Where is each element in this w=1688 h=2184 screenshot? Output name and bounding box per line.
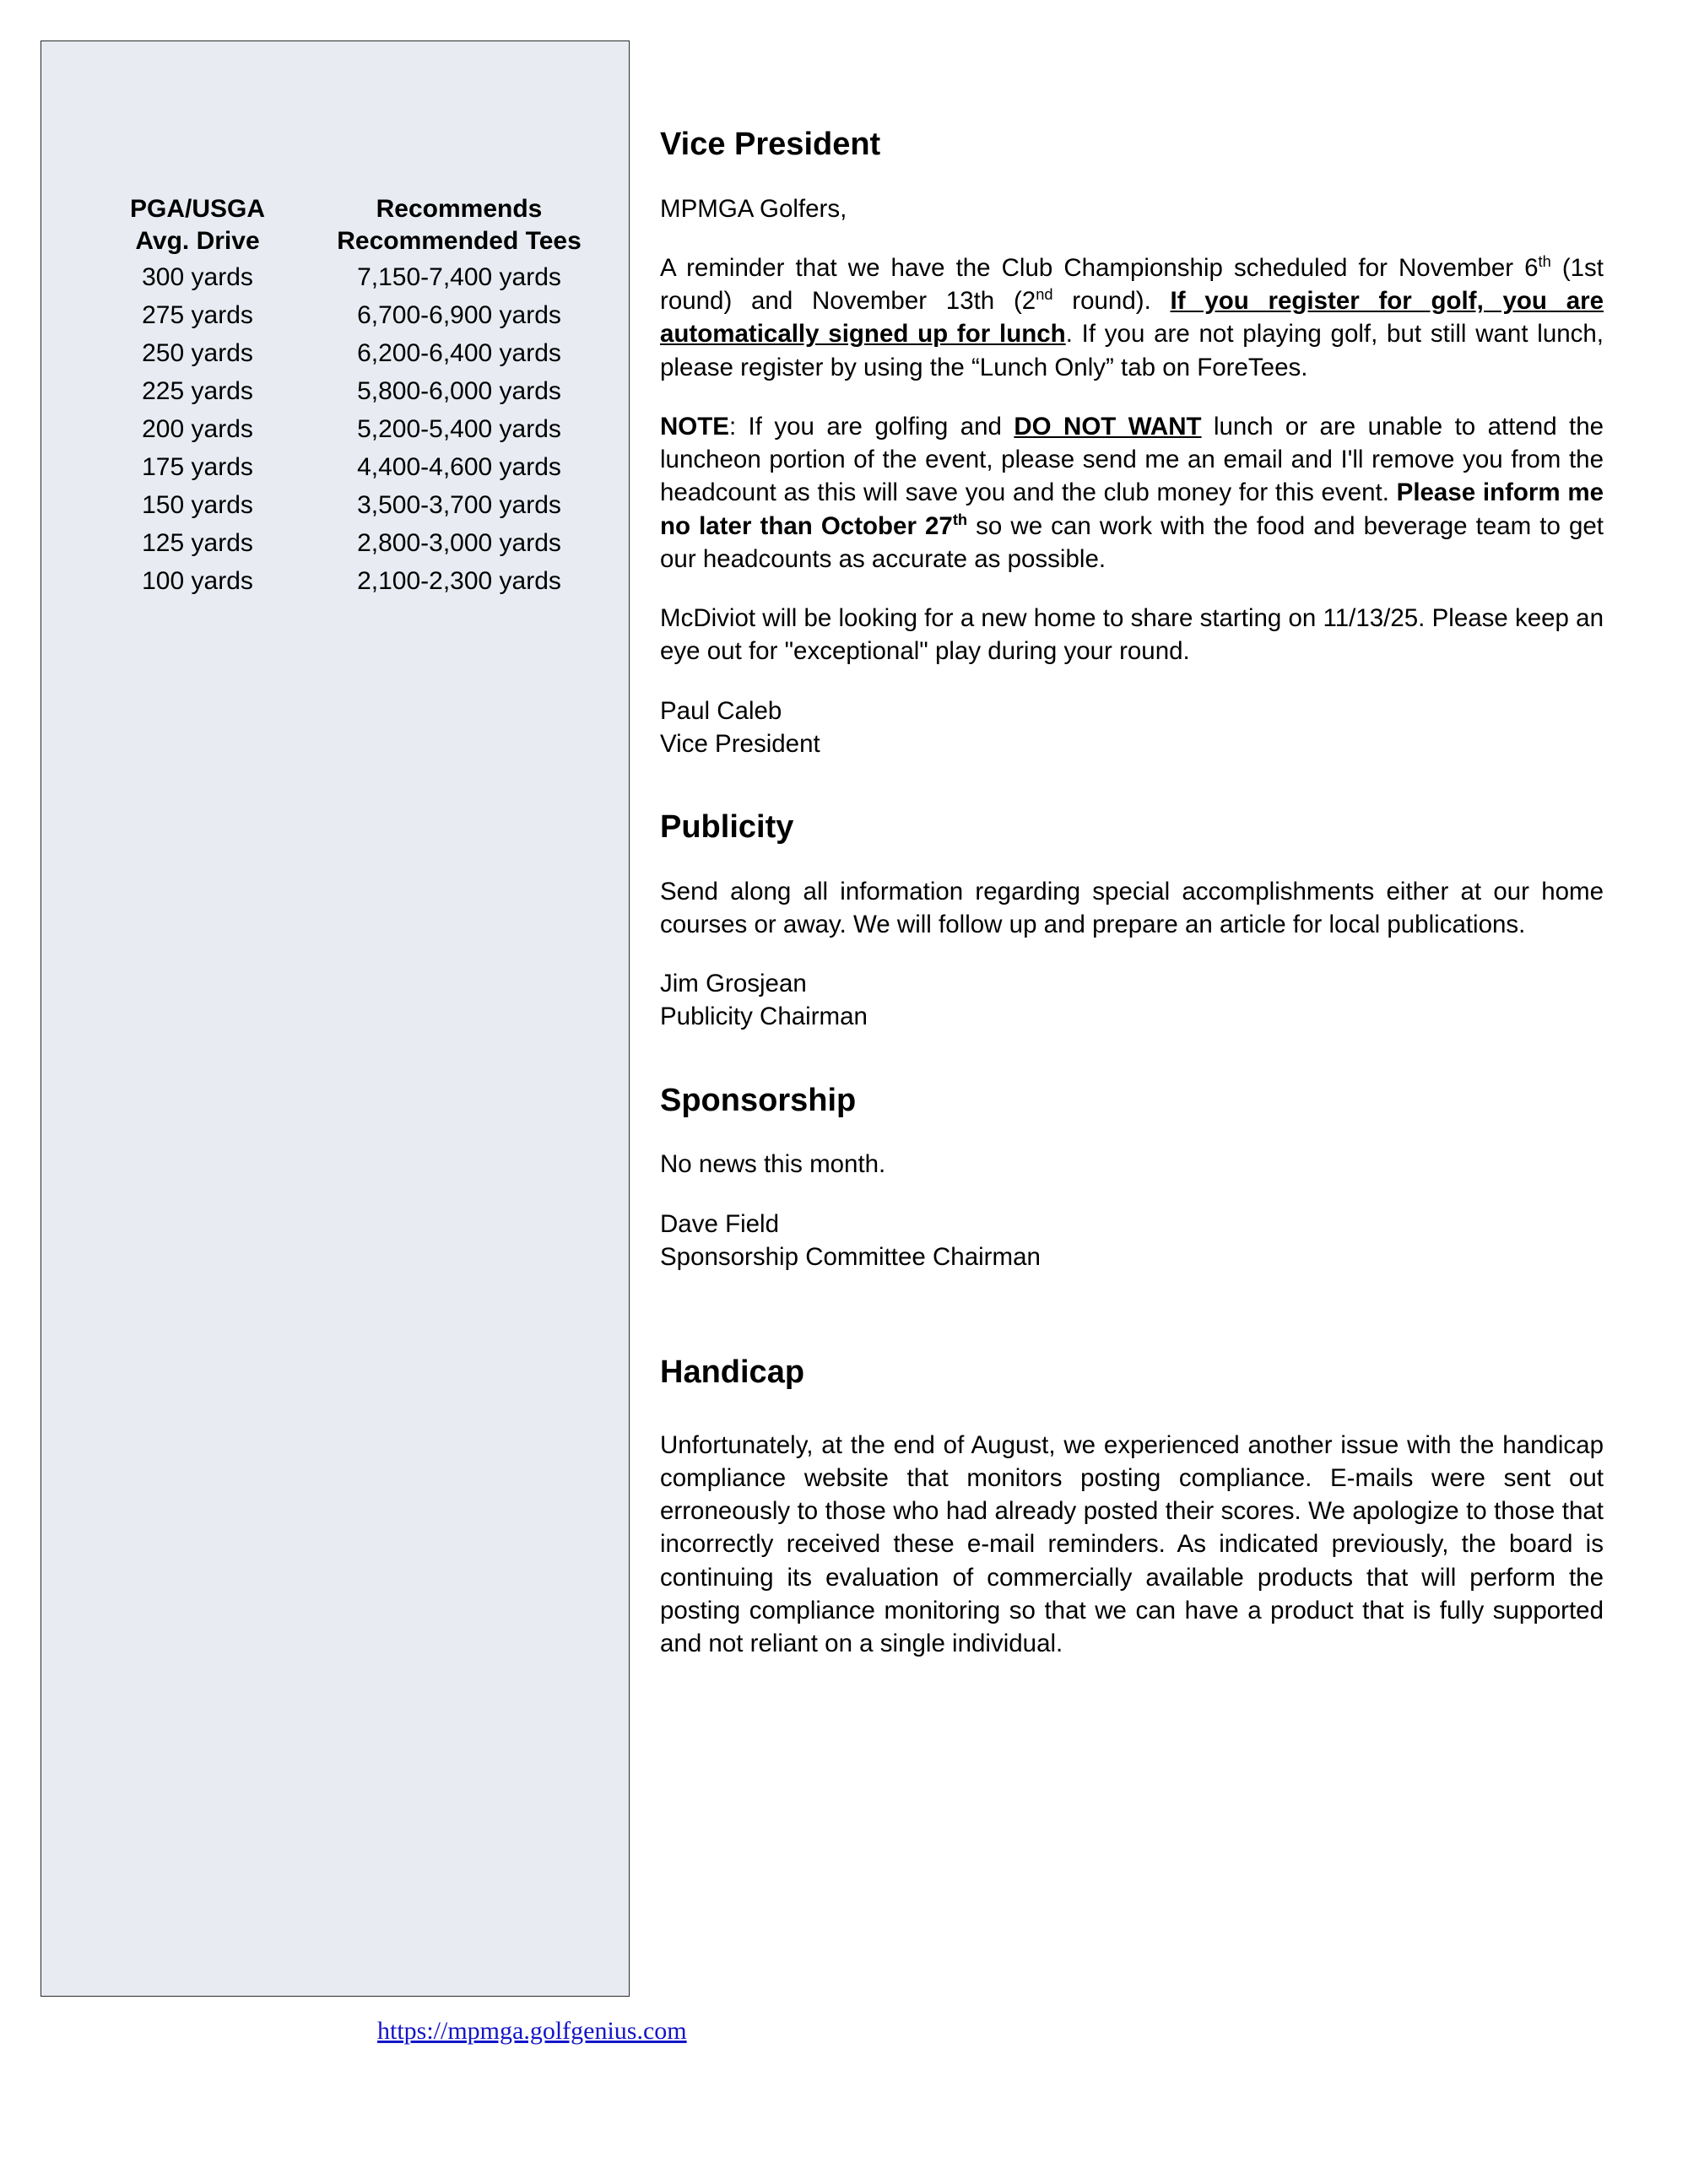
vp-signature xyxy=(660,695,1604,760)
cell-avg-drive: 125 yards xyxy=(142,528,253,557)
table-row xyxy=(92,524,615,562)
vp-p1-part-a: A reminder that we have the Club Championship scheduled for November 6 xyxy=(660,253,1539,282)
table-row xyxy=(92,296,615,334)
vp-paragraph-3: McDiviot will be looking for a new home to share starting on 11/13/25. Please keep an eye out for "exceptional" play during your round. xyxy=(660,604,1604,666)
vp-p2-bold-deadline: Please inform me no later than October 27 xyxy=(660,478,1604,540)
table-row xyxy=(92,372,615,410)
cell-avg-drive: 300 yards xyxy=(142,262,253,291)
cell-recommended-tees: 6,200-6,400 yards xyxy=(357,338,561,367)
vp-p2-sup-th: th xyxy=(952,510,968,528)
cell-recommended-tees: 5,200-5,400 yards xyxy=(357,414,561,443)
vp-p1-part-c: round). xyxy=(1072,287,1151,316)
vp-p2-bold-donotwant: DO NOT WANT xyxy=(1014,412,1202,441)
table-row xyxy=(92,486,615,524)
cell-avg-drive: 175 yards xyxy=(142,452,253,481)
cell-avg-drive: 225 yards xyxy=(142,376,253,405)
sponsorship-signature-title: Sponsorship Committee Chairman xyxy=(660,1242,1041,1271)
section-title-sponsorship: Sponsorship xyxy=(660,1082,857,1118)
vp-paragraph-1 xyxy=(660,251,1604,384)
cell-recommended-tees: 7,150-7,400 yards xyxy=(357,262,561,291)
vp-p1-sup-th: th xyxy=(1538,252,1551,271)
cell-recommended-tees: 2,100-2,300 yards xyxy=(357,566,561,595)
section-title-vice-president: Vice President xyxy=(660,127,881,162)
tee-recommendation-table xyxy=(92,193,615,600)
section-title-publicity: Publicity xyxy=(660,808,794,845)
cell-recommended-tees: 2,800-3,000 yards xyxy=(357,528,561,557)
vp-p1-sup-nd: nd xyxy=(1036,285,1053,304)
vp-p2-note-label: NOTE xyxy=(660,412,729,441)
cell-avg-drive: 150 yards xyxy=(142,490,253,519)
newsletter-content xyxy=(660,127,1604,1686)
handicap-paragraph-1: Unfortunately, at the end of August, we experienced another issue with the handicap compliance website that monitors posting compliance. E-mails were sent out erroneously to those who had already posted their scores. We apologize to those that incorrectly received these e-mail reminders. As indicated previously, the board is continuing its evaluation of commercially available products that will perform the posting compliance monitoring so that we can have a product that is fully supported and not reliant on a single individual. xyxy=(660,1430,1604,1658)
table-row xyxy=(92,448,615,486)
vp-signature-name: Paul Caleb xyxy=(660,696,782,725)
vp-greeting: MPMGA Golfers, xyxy=(660,194,847,223)
cell-recommended-tees: 6,700-6,900 yards xyxy=(357,300,561,329)
column-header-recommended-tees: Recommends Recommended Tees xyxy=(337,195,582,256)
vp-p2-part-a: : If you are golfing and xyxy=(728,412,1002,441)
vp-paragraph-2 xyxy=(660,410,1604,576)
vp-signature-title: Vice President xyxy=(660,729,820,758)
vp-p1-part-d: . If you are not playing golf, but still want lunch, please register by using the “Lunch Only” tab on ForeTees. xyxy=(660,320,1604,381)
vp-p2-part-c: so we can work with the food and beverage team to get our headcounts as accurate as possible. xyxy=(660,511,1604,573)
vp-p2-part-b: lunch or are unable to attend the luncheon portion of the event, please send me an email and I'll remove you from the headcount as this will save you and the club money for this event. xyxy=(660,412,1604,507)
cell-recommended-tees: 4,400-4,600 yards xyxy=(357,452,561,481)
publicity-paragraph-1: Send along all information regarding special accomplishments either at our home courses or away. We will follow up and prepare an article for local publications. xyxy=(660,877,1604,938)
sponsorship-signature-name: Dave Field xyxy=(660,1209,780,1238)
publicity-signature-title: Publicity Chairman xyxy=(660,1003,868,1031)
cell-avg-drive: 100 yards xyxy=(142,566,253,595)
table-row xyxy=(92,562,615,600)
publicity-signature-name: Jim Grosjean xyxy=(660,970,807,998)
publicity-signature xyxy=(660,967,1604,1033)
table-row xyxy=(92,334,615,372)
table-row xyxy=(92,410,615,448)
sponsorship-paragraph-1: No news this month. xyxy=(660,1150,886,1179)
vp-p1-bold-underline: If you register for golf, you are automatically signed up for lunch xyxy=(660,287,1604,349)
cell-avg-drive: 275 yards xyxy=(142,300,253,329)
cell-recommended-tees: 5,800-6,000 yards xyxy=(357,376,561,405)
cell-avg-drive: 200 yards xyxy=(142,414,253,443)
cell-avg-drive: 250 yards xyxy=(142,338,253,367)
tee-recommendation-panel xyxy=(41,41,630,1997)
table-row xyxy=(92,258,615,296)
vp-p1-part-b: (1st round) and November 13th (2 xyxy=(660,253,1604,316)
golfgenius-link[interactable]: https://mpmga.golfgenius.com xyxy=(377,2017,687,2045)
sponsorship-signature xyxy=(660,1208,1604,1273)
cell-recommended-tees: 3,500-3,700 yards xyxy=(357,490,561,519)
section-title-handicap: Handicap xyxy=(660,1354,805,1390)
column-header-avg-drive: PGA/USGA Avg. Drive xyxy=(129,195,266,256)
table-header-row xyxy=(92,193,615,258)
